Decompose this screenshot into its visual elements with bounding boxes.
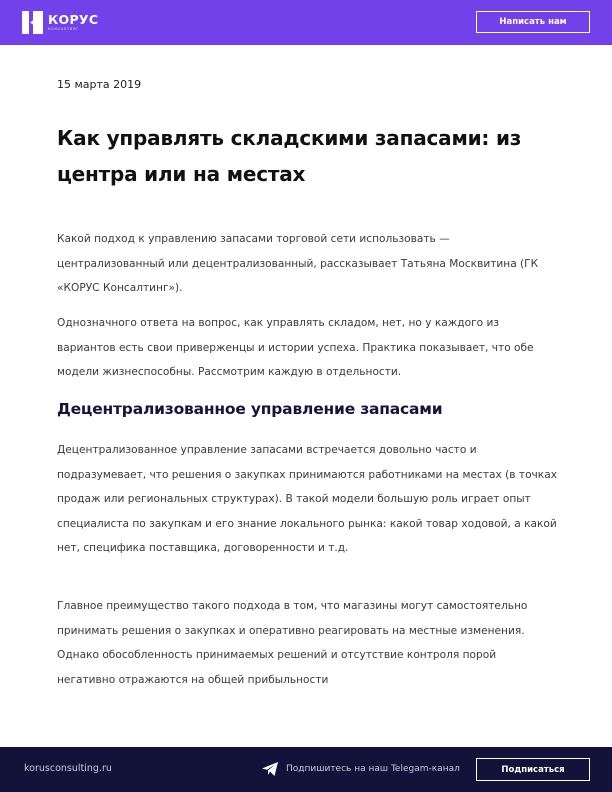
intro-paragraph: Однозначного ответа на вопрос, как управлять складом, нет, но у каждого из вариантов есть свои приверженцы и истории успеха. Практика показывает, что обе модели жизнеспособны. Рассмотрим каждую в отдельности. (57, 317, 534, 378)
section-paragraph: Децентрализованное управление запасами встречается довольно часто и подразумевает, что решения о закупках принимаются работниками на местах (в точках продаж или региональных структурах). В такой модели большую роль играет опыт специалиста по закупкам и его знание локального рынка: какой товар ходовой, а какой нет, специфика поставщика, договоренности и т.д. (57, 444, 557, 554)
section-heading: Децентрализованное управление запасами (57, 400, 443, 418)
logo-subtitle: КОНСАЛТИНГ (48, 27, 79, 31)
logo-text (48, 13, 98, 32)
article-date: 15 марта 2019 (57, 78, 142, 91)
korus-logo-icon (22, 11, 43, 34)
write-to-us-button[interactable]: Написать нам (476, 11, 590, 33)
telegram-promo[interactable] (262, 762, 460, 776)
telegram-text: Подпишитесь на наш Telegam-канал (286, 764, 460, 774)
article-title: Как управлять складскими запасами: из центра или на местах (57, 126, 522, 186)
site-link[interactable]: korusconsulting.ru (24, 763, 112, 774)
section-paragraph: Главное преимущество такого подхода в том, что магазины могут самостоятельно принимать решения о закупках и оперативно реагировать на местные изменения. Однако обособленность принимаемых решений и отсутствие контроля порой негативно отражаются на общей прибыльности (57, 600, 528, 686)
logo-name: КОРУС (48, 12, 99, 27)
intro-paragraph: Какой подход к управлению запасами торговой сети использовать — централизованный или децентрализованный, рассказывает Татьяна Москвитина (ГК «КОРУС Консалтинг»). (57, 233, 539, 294)
site-header (0, 0, 612, 45)
paper-plane-icon (262, 762, 278, 776)
subscribe-button[interactable]: Подписаться (476, 758, 590, 781)
site-footer (0, 747, 612, 792)
korus-logo[interactable] (22, 11, 98, 34)
